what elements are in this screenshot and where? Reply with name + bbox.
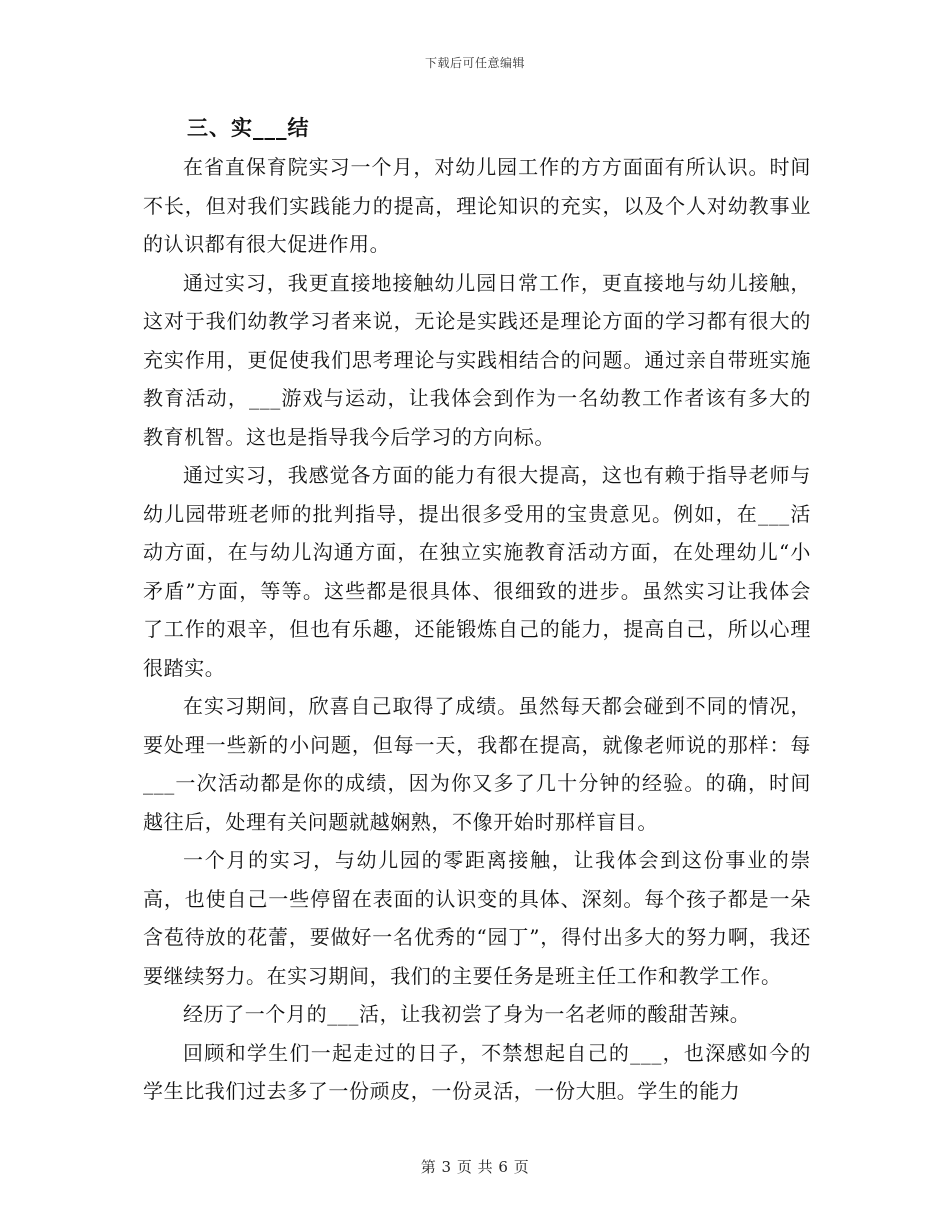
page-number: 第 3 页 共 6 页	[420, 1158, 530, 1176]
paragraph-2: 通过实习，我更直接地接触幼儿园日常工作，更直接地与幼儿接触，这对于我们幼教学习者来说，无论是实践还是理论方面的学习都有很大的充实作用，更促使我们思考理论与实践相结合的问题。通过亲自带班实施教育活动，___游戏与运动，让我体会到作为一名幼教工作者该有多大的教育机智。这也是指导我今后学习的方向标。	[143, 270, 811, 449]
paragraph-1: 在省直保育院实习一个月，对幼儿园工作的方方面面有所认识。时间不长，但对我们实践能力的提高，理论知识的充实，以及个人对幼教事业的认识都有很大促进作用。	[143, 155, 811, 256]
paragraph-5: 一个月的实习，与幼儿园的零距离接触，让我体会到这份事业的崇高，也使自己一些停留在表面的认识变的具体、深刻。每个孩子都是一朵含苞待放的花蕾，要做好一名优秀的“园丁”，得付出多大的努力啊，我还要继续努力。在实习期间，我们的主要任务是班主任工作和教学工作。	[143, 848, 811, 988]
paragraph-3: 通过实习，我感觉各方面的能力有很大提高，这也有赖于指导老师与幼儿园带班老师的批判指导，提出很多受用的宝贵意见。例如，在___活动方面，在与幼儿沟通方面，在独立实施教育活动方面，在处理幼儿“小矛盾”方面，等等。这些都是很具体、很细致的进步。虽然实习让我体会了工作的艰辛，但也有乐趣，还能锻炼自己的能力，提高自己，所以心理很踏实。	[143, 463, 811, 680]
paragraph-4: 在实习期间，欣喜自己取得了成绩。虽然每天都会碰到不同的情况，要处理一些新的小问题，但每一天，我都在提高，就像老师说的那样：每___一次活动都是你的成绩，因为你又多了几十分钟的经验。的确，时间越往后，处理有关问题就越娴熟，不像开始时那样盲目。	[143, 694, 811, 834]
section-title: 三、实___结	[187, 115, 310, 140]
paragraph-7: 回顾和学生们一起走过的日子，不禁想起自己的___，也深感如今的学生比我们过去多了一份顽皮，一份灵活，一份大胆。学生的能力	[143, 1040, 811, 1103]
header-note: 下载后可任意编辑	[424, 56, 525, 70]
paragraph-6: 经历了一个月的___活，让我初尝了身为一名老师的酸甜苦辣。	[183, 1002, 751, 1026]
document-body	[143, 108, 811, 1111]
